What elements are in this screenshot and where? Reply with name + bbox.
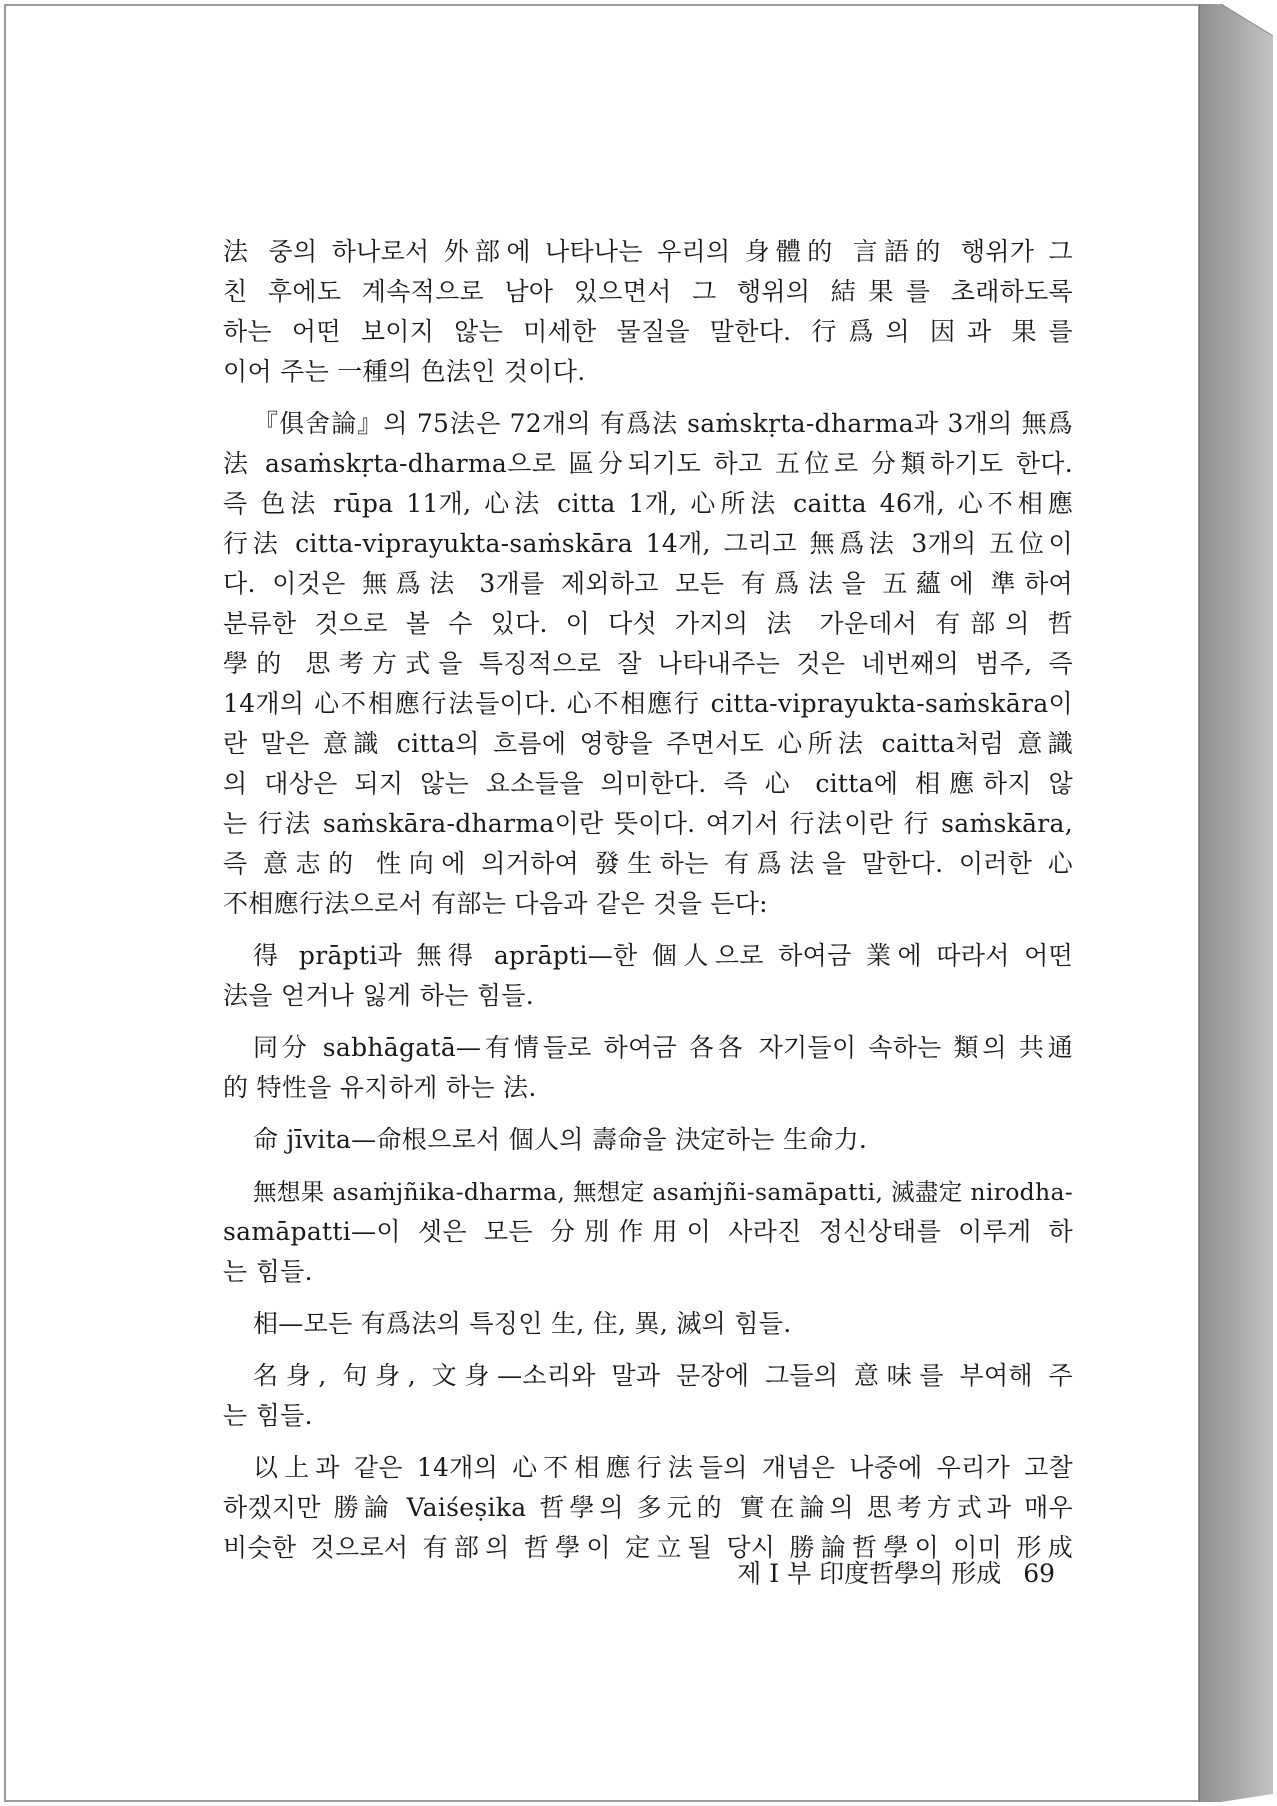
- text-line: 的 特性을 유지하게 하는 法.: [223, 1073, 537, 1102]
- text-line: 法 중의 하나로서 外部에 나타나는 우리의 身體的 言語的 행위가 그: [223, 237, 1073, 266]
- running-footer-title: 제 I 부 印度哲學의 形成: [737, 1559, 1002, 1588]
- page-number: 69: [1023, 1559, 1055, 1588]
- text-line: 命 jīvita—命根으로서 個人의 壽命을 決定하는 生命力.: [253, 1125, 868, 1154]
- text-line: 는 힘들.: [223, 1257, 313, 1286]
- text-line: 無想果 asaṁjñika-dharma, 無想定 asaṁjñi-samāpatti, 滅盡定 nirodha-: [253, 1178, 1073, 1206]
- text-line: 비슷한 것으로서 有部의 哲學이 定立될 당시 勝論哲學이 이미 形成: [223, 1533, 1073, 1562]
- text-line: 분류한 것으로 볼 수 있다. 이 다섯 가지의 法 가운데서 有部의 哲: [223, 609, 1073, 638]
- text-line: samāpatti—이 셋은 모든 分別作用이 사라진 정신상태를 이루게 하: [223, 1217, 1073, 1246]
- text-line: 다. 이것은 無爲法 3개를 제외하고 모든 有爲法을 五蘊에 準하여: [223, 569, 1073, 598]
- text-line: 以上과 같은 14개의 心不相應行法들의 개념은 나중에 우리가 고찰: [253, 1453, 1073, 1482]
- text-line: 이어 주는 一種의 色法인 것이다.: [223, 357, 586, 386]
- text-line: 는 行法 saṁskāra-dharma이란 뜻이다. 여기서 行法이란 行 saṁskāra,: [223, 809, 1073, 838]
- text-line: 하는 어떤 보이지 않는 미세한 물질을 말한다. 行爲의 因과 果를: [223, 317, 1073, 346]
- text-line: 란 말은 意識 citta의 흐름에 영향을 주면서도 心所法 caitta처럼 意識: [223, 729, 1073, 758]
- text-line: 名身, 句身, 文身—소리와 말과 문장에 그들의 意味를 부여해 주: [253, 1361, 1073, 1390]
- text-line: 『俱舍論』의 75法은 72개의 有爲法 saṁskṛta-dharma과 3개의 無爲: [253, 409, 1073, 438]
- text-line: 는 힘들.: [223, 1401, 313, 1430]
- text-line: 學的 思考方式을 특징적으로 잘 나타내주는 것은 네번째의 범주, 즉: [223, 649, 1073, 678]
- text-line: 친 후에도 계속적으로 남아 있으면서 그 행위의 結果를 초래하도록: [223, 277, 1073, 306]
- page-footer: [710, 1554, 1055, 1594]
- text-line: 하겠지만 勝論 Vaiśeṣika 哲學의 多元的 實在論의 思考方式과 매우: [223, 1493, 1073, 1522]
- text-line: 의 대상은 되지 않는 요소들을 의미한다. 즉 心 citta에 相應하지 않: [223, 769, 1073, 798]
- text-line: 行法 citta-viprayukta-saṁskāra 14개, 그리고 無爲法 3개의 五位이: [223, 529, 1073, 558]
- text-line: 同分 sabhāgatā—有情들로 하여금 各各 자기들이 속하는 類의 共通: [253, 1033, 1073, 1062]
- text-line: 得 prāpti과 無得 aprāpti—한 個人으로 하여금 業에 따라서 어떤: [253, 941, 1073, 970]
- text-line: 즉 色法 rūpa 11개, 心法 citta 1개, 心所法 caitta 46개, 心不相應: [223, 489, 1073, 518]
- text-line: 14개의 心不相應行法들이다. 心不相應行 citta-viprayukta-saṁskāra이: [223, 689, 1073, 718]
- page-edge: [1199, 4, 1273, 1802]
- text-line: 法을 얻거나 잃게 하는 힘들.: [223, 981, 535, 1010]
- text-line: 相—모든 有爲法의 특징인 生, 住, 異, 滅의 힘들.: [253, 1309, 792, 1338]
- text-line: 法 asaṁskṛta-dharma으로 區分되기도 하고 五位로 分類하기도 한다.: [223, 449, 1073, 478]
- text-line: 즉 意志的 性向에 의거하여 發生하는 有爲法을 말한다. 이러한 心: [223, 849, 1073, 878]
- text-line: 不相應行法으로서 有部는 다음과 같은 것을 든다:: [223, 889, 768, 918]
